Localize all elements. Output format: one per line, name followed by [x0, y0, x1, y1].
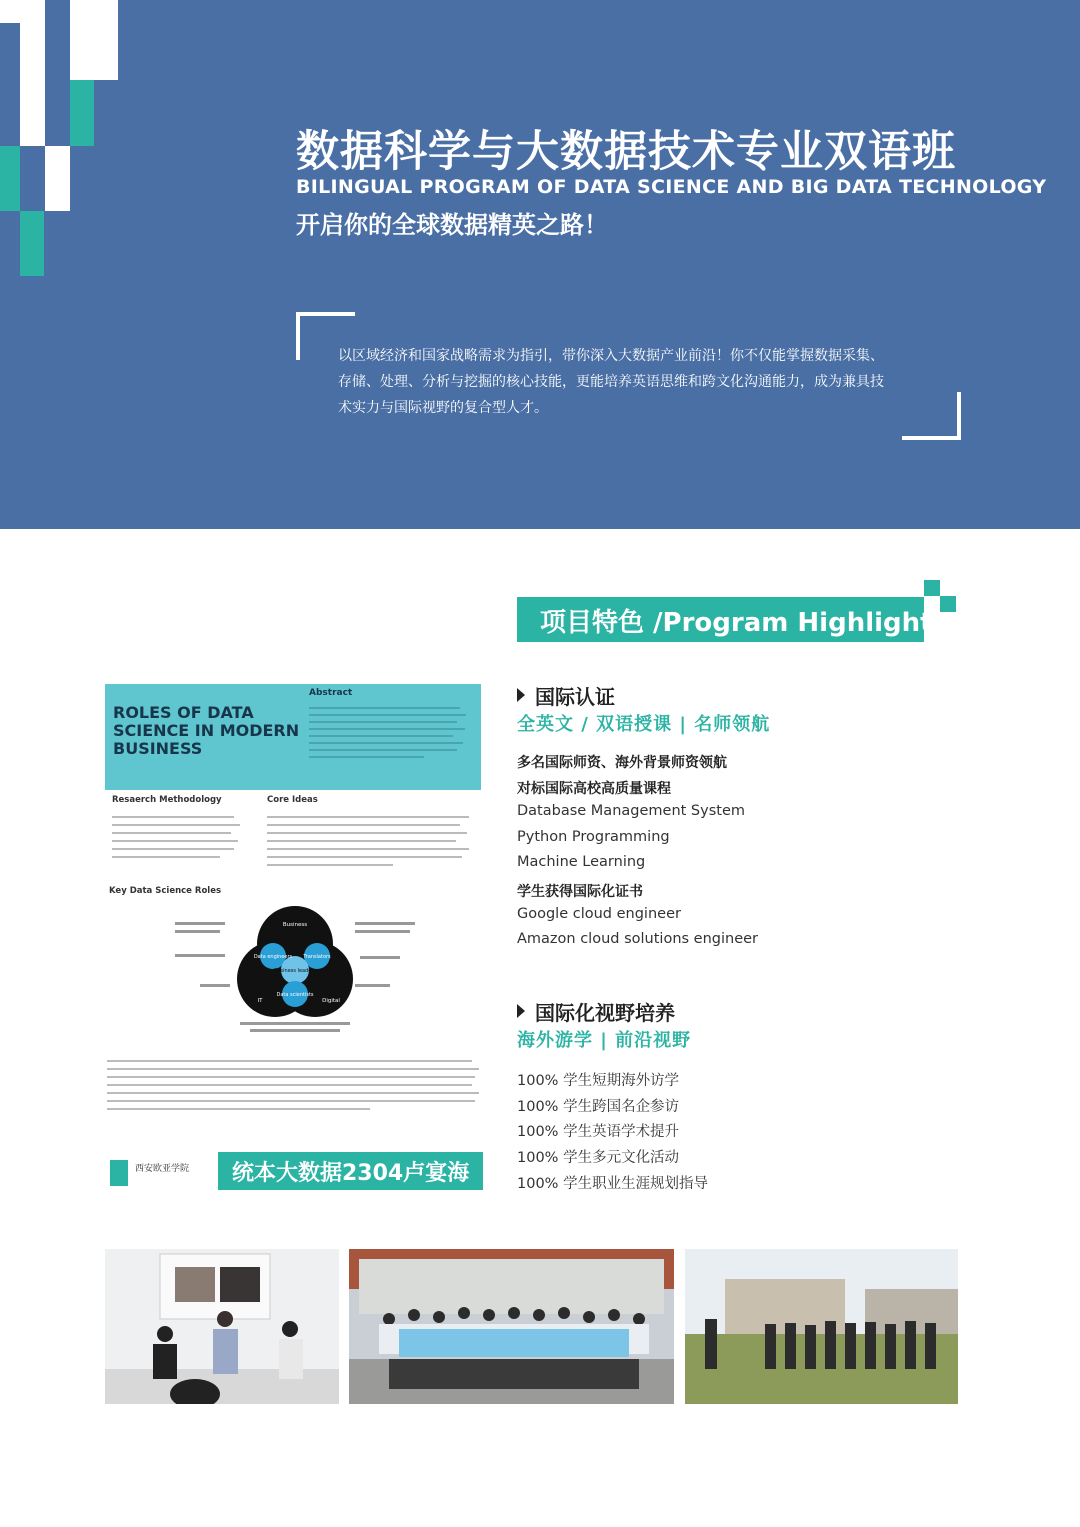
- poster-body-text: [107, 1054, 483, 1116]
- venn-note: [240, 1022, 350, 1025]
- deco-square: [20, 0, 45, 80]
- poster-core-ideas-label: Core Ideas: [267, 795, 318, 805]
- list-item: 对标国际高校高质量课程: [517, 781, 671, 797]
- poster-title: ROLES OF DATA SCIENCE IN MODERN BUSINESS: [113, 703, 300, 758]
- venn-label-translators: Translators: [303, 954, 331, 960]
- student-poster: [105, 682, 483, 1192]
- venn-label-it: IT: [257, 998, 263, 1004]
- section-title: 国际认证: [535, 685, 615, 709]
- student-name: 统本大数据2304卢宴海: [232, 1161, 470, 1186]
- slogan: 开启你的全球数据精英之路！: [296, 211, 608, 239]
- list-item: Google cloud engineer: [517, 906, 681, 922]
- classroom-photo: [105, 1249, 339, 1404]
- list-item: 100% 学生职业生涯规划指导: [517, 1176, 709, 1192]
- header-banner: [0, 0, 1080, 529]
- venn-label-data-scientists: Data scientists: [276, 992, 314, 998]
- list-item: 100% 学生多元文化活动: [517, 1150, 680, 1166]
- deco-square: [924, 580, 940, 596]
- list-item: Amazon cloud solutions engineer: [517, 931, 759, 947]
- triangle-icon: [517, 688, 525, 702]
- highlights-heading: 项目特色 /Program Highlights: [540, 608, 949, 638]
- deco-square: [70, 80, 94, 146]
- poster-roles-label: Key Data Science Roles: [109, 886, 222, 896]
- list-item: 100% 学生短期海外访学: [517, 1073, 680, 1089]
- poster-core-ideas-text: [267, 810, 477, 872]
- intro-paragraph: [338, 343, 928, 421]
- venn-note: [250, 1029, 340, 1032]
- venn-note: [355, 922, 415, 925]
- list-item: 多名国际师资、海外背景师资领航: [517, 755, 727, 771]
- venn-note: [175, 930, 220, 933]
- page-title: 数据科学与大数据技术专业双语班: [296, 127, 956, 177]
- intro-line: 以区域经济和国家战略需求为指引，带你深入大数据产业前沿！你不仅能掌握数据采集、: [338, 348, 884, 364]
- venn-note: [200, 984, 230, 987]
- deco-square: [70, 0, 118, 80]
- section-title: 国际化视野培养: [535, 1001, 675, 1025]
- deco-square: [20, 80, 45, 146]
- section-subtitle: 海外游学 | 前沿视野: [517, 1030, 692, 1051]
- deco-square: [0, 146, 20, 211]
- venn-note: [355, 930, 410, 933]
- group-photo: [349, 1249, 674, 1404]
- poster-footer: [105, 1152, 483, 1190]
- deco-square: [20, 211, 44, 276]
- poster-abstract-label: Abstract: [309, 688, 353, 698]
- list-item: 100% 学生英语学术提升: [517, 1124, 680, 1140]
- venn-label-digital: Digital: [322, 998, 340, 1004]
- venn-note: [355, 984, 390, 987]
- page-title-english: BILINGUAL PROGRAM OF DATA SCIENCE AND BIG DATA TECHNOLOGY: [296, 176, 1047, 198]
- school-name: 西安欧亚学院: [135, 1164, 190, 1174]
- venn-label-business: Business: [282, 922, 308, 928]
- list-item: Machine Learning: [517, 854, 646, 870]
- section-subtitle: 全英文 / 双语授课 | 名师领航: [517, 714, 771, 735]
- venn-note: [175, 922, 225, 925]
- venn-label-business-leaders: Business leaders: [273, 968, 317, 974]
- section-heading-certification: [517, 681, 615, 710]
- triangle-icon: [517, 1004, 525, 1018]
- poster-methodology-text: [112, 810, 247, 864]
- venn-note: [175, 954, 225, 957]
- school-logo-icon: [110, 1160, 128, 1186]
- venn-diagram: [105, 904, 483, 1044]
- intro-line: 存储、处理、分析与挖掘的核心技能，更能培养英语思维和跨文化沟通能力，成为兼具技: [338, 374, 884, 390]
- deco-square: [45, 146, 70, 211]
- poster-abstract-text: [309, 702, 473, 786]
- poster-methodology-label: Resaerch Methodology: [112, 795, 222, 805]
- intro-line: 术实力与国际视野的复合型人才。: [338, 400, 548, 416]
- venn-label-data-engineers: Data engineers: [253, 954, 293, 960]
- venn-note: [360, 956, 400, 959]
- list-item: 100% 学生跨国名企参访: [517, 1099, 680, 1115]
- section-heading-global-vision: [517, 997, 675, 1026]
- list-item: Database Management System: [517, 803, 745, 819]
- list-item: Python Programming: [517, 829, 670, 845]
- outdoor-photo: [685, 1249, 958, 1404]
- list-item: 学生获得国际化证书: [517, 884, 643, 900]
